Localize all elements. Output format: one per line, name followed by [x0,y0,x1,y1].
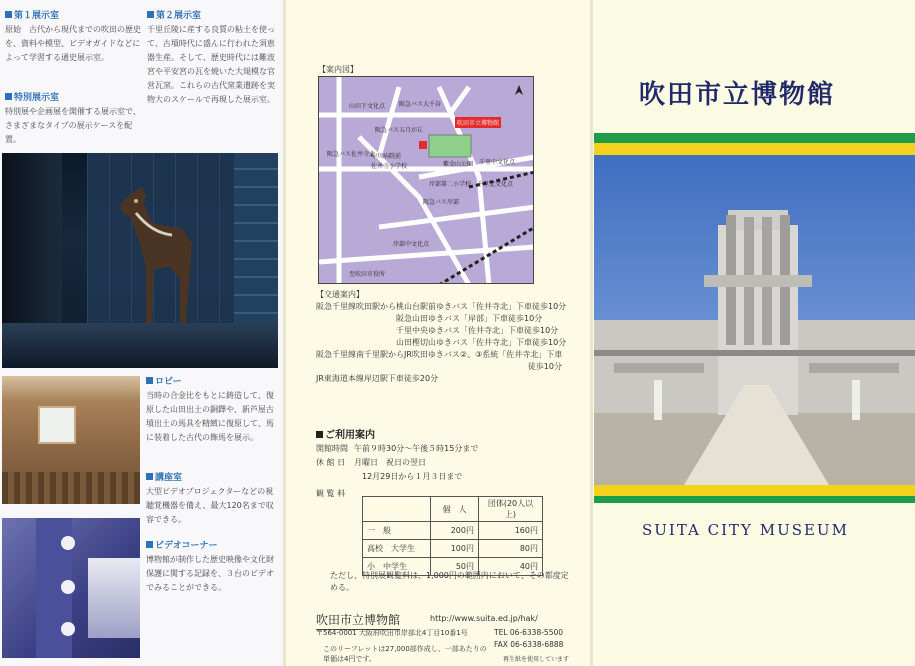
square-bullet-icon [5,11,12,18]
lecture-section [146,472,281,527]
special-section [5,92,141,147]
lobby-body: 当時の合金比をもとに鋳造して、復原した山田出土の銅鐸や、新芦屋古墳出土の馬具を精緻に復原して、馬に装着した古代の飾馬を展示。 [146,391,274,442]
closed-value: 月曜日 祝日の翌日 [354,458,426,467]
fee-group: 80円 [479,540,543,558]
lobby-heading [146,376,281,389]
exhibit1-title: 第１展示室 [14,11,60,21]
exhibit2-title: 第２展示室 [156,11,202,21]
map-place: 佐井寺小学校 [371,163,408,170]
map-place: 紫金山公園 [443,161,474,168]
lobby-photo [2,376,140,504]
map-place: 岸部中文化点 [393,241,430,248]
museum-building-photo [594,155,915,485]
info-heading-text: ご利用案内 [325,430,375,441]
museum-building-icon [594,155,915,485]
video-title: ビデオコーナー [155,541,218,551]
exhibit2-heading [147,10,280,23]
cover-stripe-yellow [594,143,915,155]
map-place: 山田下文化点 [349,103,386,110]
map-place: 千里北文化点 [477,181,514,188]
exhibit1-section [5,10,141,65]
fold-line [283,0,286,666]
hours-label: 開館時間 [316,444,348,453]
footer-fax: FAX 06-6338-6888 [494,640,564,649]
map-label: 【案内図】 [318,65,358,74]
footer-address: 〒564-0001 大阪府吹田市岸部北4丁目10番1号 [316,629,468,637]
hours-value: 午前９時30分～午後５時15分まで [354,444,479,453]
fee-head-cell: 団体(20人以上) [479,497,543,522]
video-heading [146,540,281,553]
closed-row [316,457,426,468]
video-body: 博物館が制作した歴史映像や文化財保護に関する記録を、３台のビデオでみることができる。 [146,555,274,592]
table-row [363,522,543,540]
fee-category: 高校 大学生 [363,540,431,558]
exhibit2-body: 千里丘陵に産する良質の粘土を使って、古墳時代に盛んに行われた須恵器生産。そして、歴史時代には難波宮や平安宮の瓦を焼いた大規模な官営瓦窯。これらの古代窯業遺跡を実物大のスケールで再現した展示室。 [147,25,275,104]
map-place: 阪急バス五月が丘 [375,127,424,134]
fee-table-header [363,497,543,522]
horse-exhibit-photo [2,153,278,368]
map-place: 阪急バス大千谷 [399,101,442,108]
square-bullet-icon [146,541,153,548]
square-bullet-icon [316,431,323,438]
transit-line: 徒歩10分 [527,362,562,371]
lecture-heading [146,472,281,485]
transit-line: 阪急山田ゆきバス「岸部」下車徒歩10分 [396,314,543,323]
fee-head-cell [363,497,431,522]
video-corner-photo [2,518,140,658]
fee-individual: 200円 [431,522,479,540]
footer-museum-name: 吹田市立博物館 [316,611,400,630]
map-place: 千里中文化点 [479,159,516,166]
map-place: 中川病院前 [371,153,402,160]
lecture-title: 講座室 [155,473,183,483]
transit-line: 山田樫切山ゆきバス「佐井寺北」下車徒歩10分 [396,338,567,347]
cover-stripe-green [594,496,915,503]
access-map [318,76,534,284]
fee-head-cell: 個 人 [431,497,479,522]
fee-note: ただし、特別展観覧料は、1,000円の範囲内において、その都度定める。 [330,571,569,592]
footer-recycled-note: 再生紙を使用しています [503,656,570,663]
exhibit1-heading [5,10,141,23]
horse-statue-icon [112,183,202,333]
special-body: 特別展や企画展を開催する展示室で、さまざまなタイプの展示ケースを配置。 [5,107,141,144]
map-place: 阪急バス岸部 [423,199,460,206]
transit-heading: 【交通案内】 [316,290,364,299]
cover-stripe-green [594,133,915,143]
square-bullet-icon [146,377,153,384]
lobby-section [146,376,281,445]
cover-stripe-yellow [594,485,915,496]
map-place: 岸部第二小学校 [429,181,472,188]
left-panel [0,0,283,666]
map-museum-label: 吹田市立博物館 [455,117,501,128]
special-heading [5,92,141,105]
transit-line: 阪急千里線吹田駅から桃山台駅前ゆきバス「佐井寺北」下車徒歩10分 [316,302,567,311]
transit-line: JR東海道本線岸辺駅下車徒歩20分 [316,374,439,383]
fee-table [362,496,543,576]
video-section [146,540,281,595]
lecture-body: 大型ビデオプロジェクターなどの視聴覚機器を備え、最大120名まで収容できる。 [146,487,274,524]
square-bullet-icon [5,93,12,100]
footer-leaflet-note: このリーフレットは27,000部作成し、一部あたりの単価は4円です。 [323,645,487,663]
special-title: 特別展示室 [14,93,60,103]
transit-line: 阪急千里線南千里駅からJR吹田ゆきバス②、③系統「佐井寺北」下車 [316,350,563,359]
exhibit1-body: 原始 古代から現代までの吹田の歴史を、資料や模型、ビデオガイドなどによって学習する通史展示室。 [5,25,141,62]
square-bullet-icon [146,473,153,480]
info-heading [316,426,375,441]
fee-individual: 100円 [431,540,479,558]
closed-value-2: 12月29日から１月３日まで [362,472,463,481]
fee-group: 160円 [479,522,543,540]
fee-individual: 50円 [431,558,479,576]
exhibit2-section [147,10,280,107]
hours-row [316,443,478,454]
map-place: 阪急バス佐井寺北 [327,151,376,158]
fee-label: 観 覧 料 [316,489,346,498]
closed-label: 休 館 日 [316,458,346,467]
fee-group: 40円 [479,558,543,576]
fee-category: 小 中学生 [363,558,431,576]
footer-tel: TEL 06-6338-5500 [494,628,564,637]
fee-category: 一 般 [363,522,431,540]
table-row [363,540,543,558]
square-bullet-icon [147,11,154,18]
transit-section [316,289,586,385]
cover-subtitle: SUITA CITY MUSEUM [642,521,849,539]
cover-title: 吹田市立博物館 [639,80,836,110]
footer-url: http://www.suita.ed.jp/hak/ [430,614,538,623]
transit-line: 千里中央ゆきバス「佐井寺北」下車徒歩10分 [396,326,559,335]
map-place: 至吹田市役所 [349,271,386,278]
fold-line [590,0,593,666]
lobby-title: ロビー [155,377,182,387]
